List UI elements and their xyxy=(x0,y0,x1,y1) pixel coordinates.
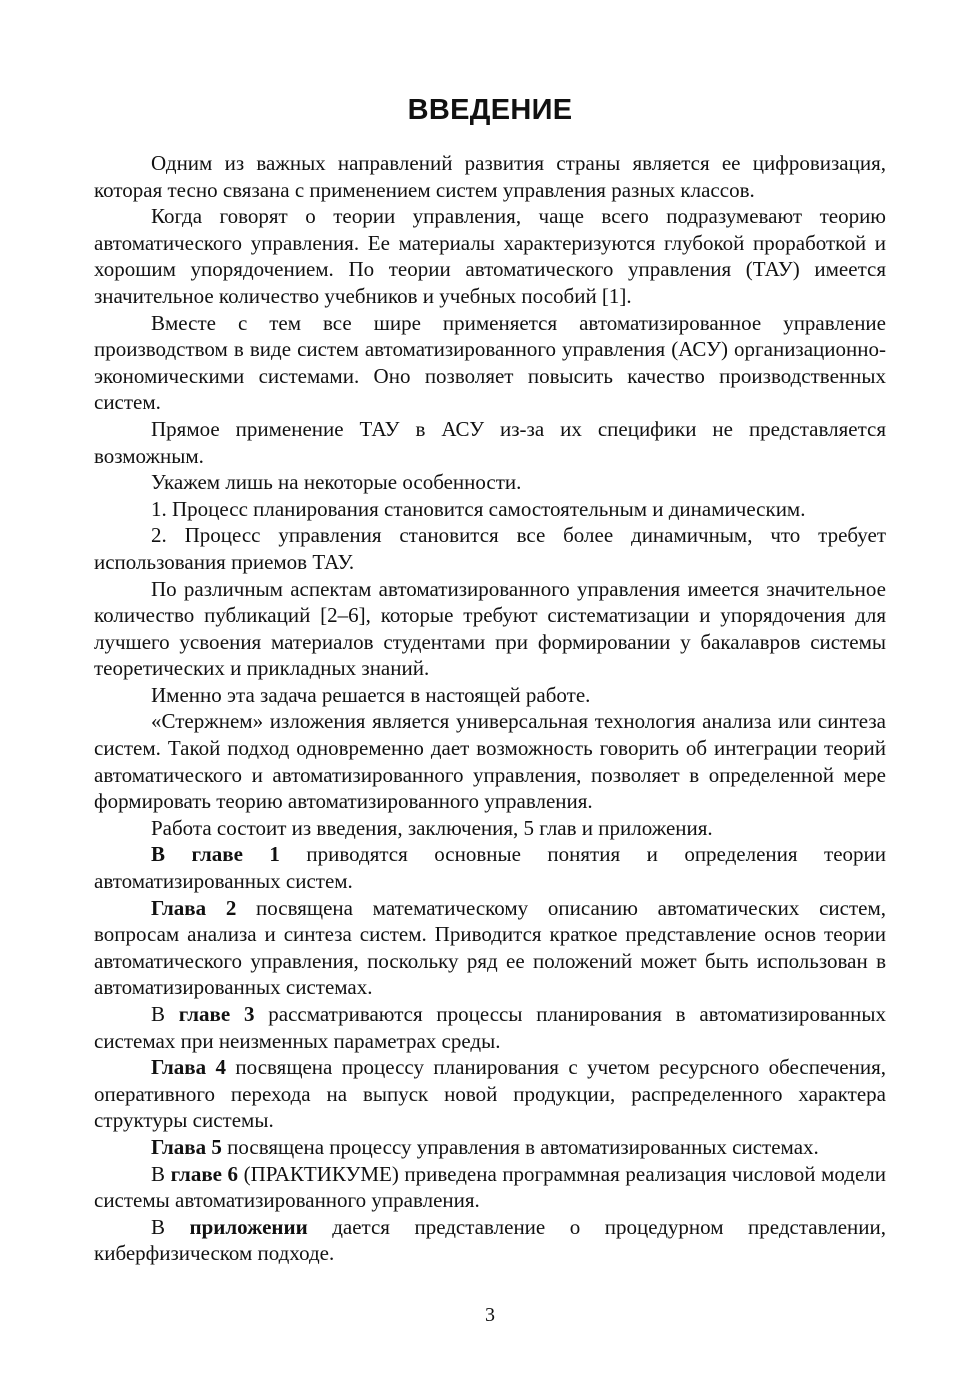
chapter-2-paragraph xyxy=(94,895,886,1001)
chapter-5-paragraph xyxy=(94,1134,886,1161)
chapter-3-text: рассматриваются процессы планирования в автоматизированных системах при неизменных параметрах среды. xyxy=(94,1002,886,1053)
chapter-1-label: В главе 1 xyxy=(151,842,280,867)
paragraph-5: Укажем лишь на некоторые особенности. xyxy=(151,470,522,495)
chapter-1-text: приводятся основные понятия и определения теории автоматизированных систем. xyxy=(94,842,886,894)
document-page xyxy=(94,92,886,1267)
chapter-6-lead: В xyxy=(151,1161,171,1186)
chapter-1-paragraph xyxy=(94,841,886,894)
appendix-lead: В xyxy=(151,1214,190,1239)
chapter-2-label: Глава 2 xyxy=(151,895,237,920)
paragraph-1: Одним из важных направлений развития страны является ее цифровизация, которая тесно связана с применением систем управления разных классов. xyxy=(94,151,886,202)
chapter-4-paragraph xyxy=(94,1054,886,1134)
chapter-5-label: Глава 5 xyxy=(151,1134,222,1159)
chapter-2-text: посвящена математическому описанию автоматических систем, вопросам анализа и синтеза систем. Приводится краткое представление основ теории автоматического управления, поскольку ряд ее положений может быть использован в автоматизированных системах. xyxy=(94,895,886,1000)
chapter-6-paragraph xyxy=(94,1161,886,1214)
paragraph-4: Прямое применение ТАУ в АСУ из-за их специфики не представляется возможным. xyxy=(94,416,886,468)
list-item-1: 1. Процесс планирования становится самостоятельным и динамическим. xyxy=(151,496,806,521)
appendix-paragraph xyxy=(94,1214,886,1267)
paragraph-9: Работа состоит из введения, заключения, 5 глав и приложения. xyxy=(151,815,713,840)
chapter-4-label: Глава 4 xyxy=(151,1055,227,1080)
paragraph-8: «Стержнем» изложения является универсальная технология анализа или синтеза систем. Такой подход одновременно дает возможность говорить об интеграции теорий автоматического и автоматизированного управления, позволяет в определенной мере формировать теорию автоматизированного управления. xyxy=(94,709,886,814)
chapter-6-label: главе 6 xyxy=(170,1161,239,1186)
page-number: 3 xyxy=(485,1304,495,1326)
chapter-3-label: главе 3 xyxy=(178,1002,255,1026)
paragraph-7: Именно эта задача решается в настоящей работе. xyxy=(151,682,591,707)
page-title: ВВЕДЕНИЕ xyxy=(407,94,573,126)
chapter-3-paragraph xyxy=(94,1001,886,1054)
chapter-3-lead: В xyxy=(151,1002,179,1026)
appendix-text: дается представление о процедурном представлении, киберфизическом подходе. xyxy=(94,1214,887,1266)
chapter-4-text: посвящена процессу планирования с учетом ресурсного обеспечения, оперативного перехода на выпуск новой продукции, распределенного характера структуры системы. xyxy=(94,1055,886,1133)
paragraph-6: По различным аспектам автоматизированного управления имеется значительное количество публикаций [2–6], которые требуют систематизации и упорядочения для лучшего усвоения материалов студентами при формировании у бакалавров системы теоретических и прикладных знаний. xyxy=(94,576,886,681)
paragraph-2: Когда говорят о теории управления, чаще всего подразумевают теорию автоматического управления. Ее материалы характеризуются глубокой проработкой и хорошим упорядочением. По теории автоматического управления (ТАУ) имеется значительное количество учебников и учебных пособий [1]. xyxy=(94,204,886,308)
list-item-2: 2. Процесс управления становится все более динамичным, что требует использования приемов ТАУ. xyxy=(94,523,886,574)
paragraph-3: Вместе с тем все шире применяется автоматизированное управление производством в виде систем автоматизированного управления (АСУ) организационно-экономическими системами. Оно позволяет повысить качество производственных систем. xyxy=(94,310,886,415)
chapter-5-text: посвящена процессу управления в автоматизированных системах. xyxy=(221,1134,819,1159)
chapter-6-text: (ПРАКТИКУМЕ) приведена программная реализация числовой модели системы автоматизированного управления. xyxy=(94,1161,886,1213)
appendix-label: приложении xyxy=(189,1214,308,1239)
